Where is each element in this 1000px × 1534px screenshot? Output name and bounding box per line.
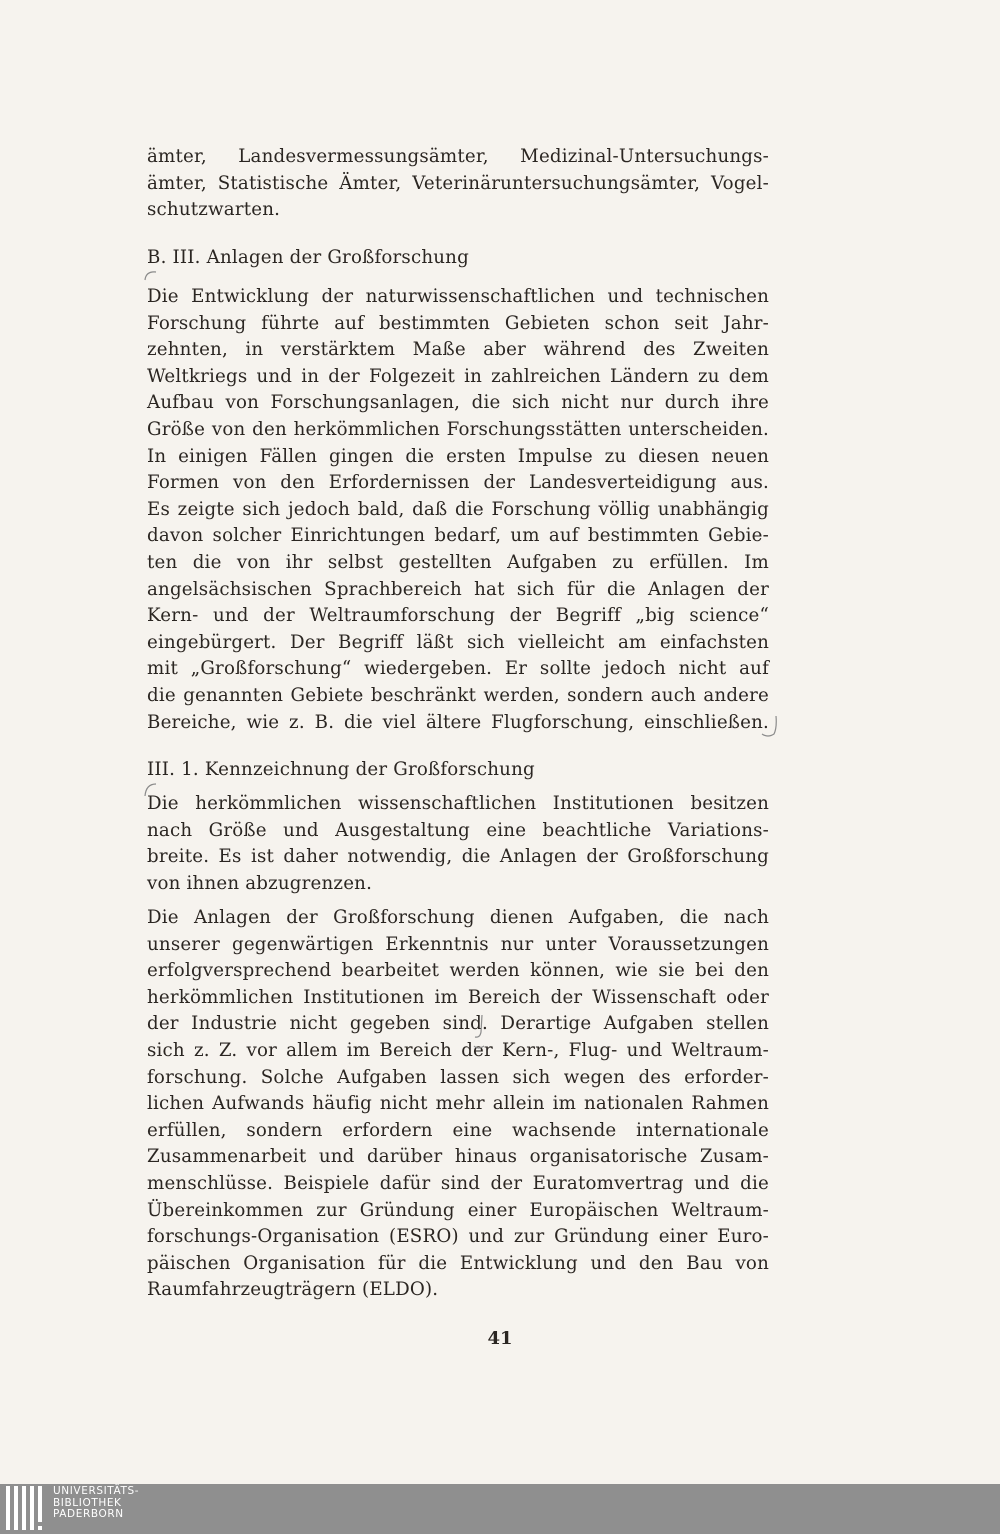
footer-bar xyxy=(0,1484,1000,1534)
text-line: Die Anlagen der Großforschung dienen Aufgaben, die nach xyxy=(147,907,769,928)
text-line: davon solcher Einrichtungen bedarf, um auf bestimmten Gebie- xyxy=(147,525,769,547)
text-line: Forschung führte auf bestimmten Gebieten schon seit Jahr- xyxy=(147,312,769,334)
text-line: breite. Es ist daher notwendig, die Anlagen der Großforschung xyxy=(147,846,769,868)
text-line: Es zeigte sich jedoch bald, daß die Forschung völlig unabhängig xyxy=(147,498,769,520)
text-line: lichen Aufwands häufig nicht mehr allein im nationalen Rahmen xyxy=(147,1093,769,1115)
text-line: Zusammenarbeit und darüber hinaus organisatorische Zusam- xyxy=(147,1146,769,1168)
text-line: herkömmlichen Institutionen im Bereich der Wissenschaft oder xyxy=(147,986,769,1008)
text-line: sich z. Z. vor allem im Bereich der Kern-, Flug- und Weltraum- xyxy=(147,1039,769,1061)
library-logo-icon xyxy=(4,1486,48,1534)
text-line: erfüllen, sondern erfordern eine wachsende internationale xyxy=(147,1119,769,1141)
text-line: menschlüsse. Beispiele dafür sind der Euratomvertrag und die xyxy=(147,1172,769,1194)
logo-line: BIBLIOTHEK xyxy=(53,1496,122,1509)
text-line: In einigen Fällen gingen die ersten Impulse zu diesen neuen xyxy=(147,445,769,467)
text-line: schutzwarten. xyxy=(147,199,281,221)
page-number: 41 xyxy=(487,1328,513,1349)
text-line: Aufbau von Forschungsanlagen, die sich nicht nur durch ihre xyxy=(147,392,769,414)
logo-line: UNIVERSITÄTS- xyxy=(53,1485,140,1497)
text-line: Formen von den Erfordernissen der Landesverteidigung aus. xyxy=(147,472,769,494)
text-line: Die Entwicklung der naturwissenschaftlichen und technischen xyxy=(147,286,769,307)
text-line: eingebürgert. Der Begriff läßt sich vielleicht am einfachsten xyxy=(147,631,769,653)
library-logo xyxy=(0,1484,190,1534)
text-line: angelsächsischen Sprachbereich hat sich für die Anlagen der xyxy=(147,578,769,600)
text-line: Raumfahrzeugträgern (ELDO). xyxy=(147,1279,439,1301)
text-line: erfolgversprechend bearbeitet werden können, wie sie bei den xyxy=(147,960,769,982)
section-iii1-paragraph-2 xyxy=(147,905,769,1304)
text-line: mit „Großforschung“ wiedergeben. Er sollte jedoch nicht auf xyxy=(147,658,769,680)
logo-line: PADERBORN xyxy=(53,1508,124,1520)
text-line: zehnten, in verstärktem Maße aber während des Zweiten xyxy=(147,339,769,361)
section-heading-b3: B. III. Anlagen der Großforschung xyxy=(147,247,469,268)
text-line: Kern- und der Weltraumforschung der Begriff „big science“ xyxy=(147,605,769,627)
text-line: unserer gegenwärtigen Erkenntnis nur unter Voraussetzungen xyxy=(147,933,769,955)
text-line: von ihnen abzugrenzen. xyxy=(147,872,373,894)
text-line: Weltkriegs und in der Folgezeit in zahlreichen Ländern zu dem xyxy=(147,365,769,387)
text-line: nach Größe und Ausgestaltung eine beachtliche Variations- xyxy=(147,819,769,841)
intro-text xyxy=(147,144,769,224)
text-line: Bereiche, wie z. B. die viel ältere Flugforschung, einschließen. xyxy=(147,711,769,733)
text-line: Größe von den herkömmlichen Forschungsstätten unterscheiden. xyxy=(147,418,769,440)
section-heading-iii1: III. 1. Kennzeichnung der Großforschung xyxy=(147,759,535,780)
text-line: ämter, Statistische Ämter, Veterinäruntersuchungsämter, Vogel- xyxy=(147,172,769,194)
text-line: forschung. Solche Aufgaben lassen sich wegen des erforder- xyxy=(147,1066,769,1088)
text-line: forschungs-Organisation (ESRO) und zur Gründung einer Euro- xyxy=(147,1226,769,1248)
text-line: die genannten Gebiete beschränkt werden, sondern auch andere xyxy=(147,684,769,706)
text-line: ten die von ihr selbst gestellten Aufgaben zu erfüllen. Im xyxy=(147,551,769,573)
text-line: der Industrie nicht gegeben sind. Derartige Aufgaben stellen xyxy=(147,1013,769,1035)
text-line: Die herkömmlichen wissenschaftlichen Institutionen besitzen xyxy=(147,793,769,814)
section-b3-paragraph xyxy=(147,284,769,736)
text-line: ämter, Landesvermessungsämter, Medizinal-Untersuchungs- xyxy=(147,146,769,167)
section-iii1-paragraph-1 xyxy=(147,791,769,897)
library-logo-text xyxy=(53,1486,139,1521)
text-line: päischen Organisation für die Entwicklung und den Bau von xyxy=(147,1252,769,1274)
text-line: Übereinkommen zur Gründung einer Europäischen Weltraum- xyxy=(147,1199,769,1221)
